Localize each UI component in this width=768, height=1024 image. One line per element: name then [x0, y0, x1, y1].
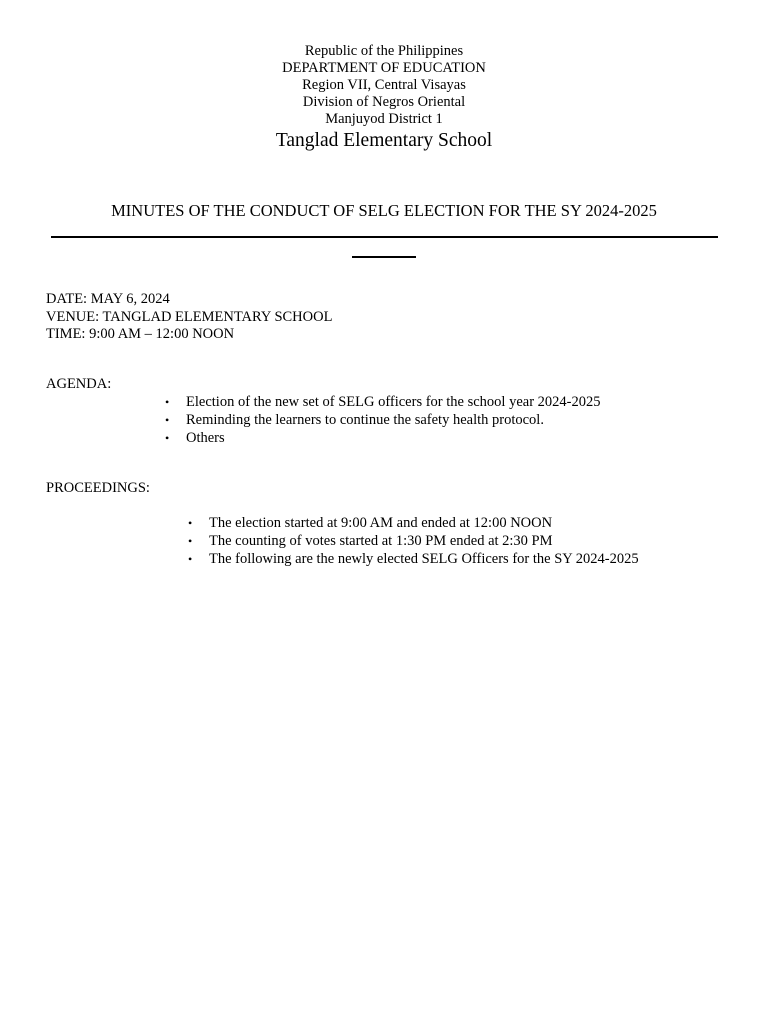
proceedings-item-text: The counting of votes started at 1:30 PM ended at 2:30 PM [209, 533, 553, 549]
proceedings-item-text: The following are the newly elected SELG Officers for the SY 2024-2025 [209, 551, 639, 567]
agenda-item-text: Reminding the learners to continue the safety health protocol. [186, 412, 544, 428]
letterhead-department: DEPARTMENT OF EDUCATION [282, 60, 486, 76]
list-item [188, 532, 639, 550]
agenda-item-text: Others [186, 430, 225, 446]
letterhead-division: Division of Negros Oriental [302, 94, 466, 110]
list-item [188, 514, 639, 532]
bullet-icon: • [165, 395, 170, 409]
list-item [165, 393, 601, 411]
letterhead-district: Manjuyod District 1 [325, 111, 443, 127]
meeting-details [46, 291, 332, 344]
proceedings-item-text: The election started at 9:00 AM and ended at 12:00 NOON [209, 515, 553, 531]
bullet-icon: • [188, 534, 193, 548]
letterhead-country: Republic of the Philippines [304, 43, 464, 59]
list-item [165, 429, 600, 447]
school-name: Tanglad Elementary School [275, 130, 493, 151]
list-item [188, 550, 639, 568]
bullet-icon: • [188, 552, 193, 566]
bullet-icon: • [165, 413, 170, 427]
proceedings-heading: PROCEEDINGS: [46, 480, 150, 496]
letterhead-region: Region VII, Central Visayas [302, 77, 466, 93]
list-item [165, 411, 600, 429]
meeting-date: DATE: MAY 6, 2024 [46, 291, 170, 307]
agenda-list [165, 393, 601, 447]
meeting-time: TIME: 9:00 AM – 12:00 NOON [46, 326, 235, 342]
meeting-venue: VENUE: TANGLAD ELEMENTARY SCHOOL [46, 308, 333, 325]
document-title: MINUTES OF THE CONDUCT OF SELG ELECTION FOR THE SY 2024-2025 [111, 201, 657, 220]
title-underline-short [352, 256, 416, 258]
bullet-icon: • [165, 431, 170, 445]
bullet-icon: • [188, 516, 193, 530]
proceedings-list [188, 514, 639, 568]
letterhead [0, 43, 768, 153]
agenda-item-text: Election of the new set of SELG officers for the school year 2024-2025 [186, 394, 601, 410]
title-underline [51, 236, 718, 238]
agenda-heading: AGENDA: [46, 376, 112, 392]
